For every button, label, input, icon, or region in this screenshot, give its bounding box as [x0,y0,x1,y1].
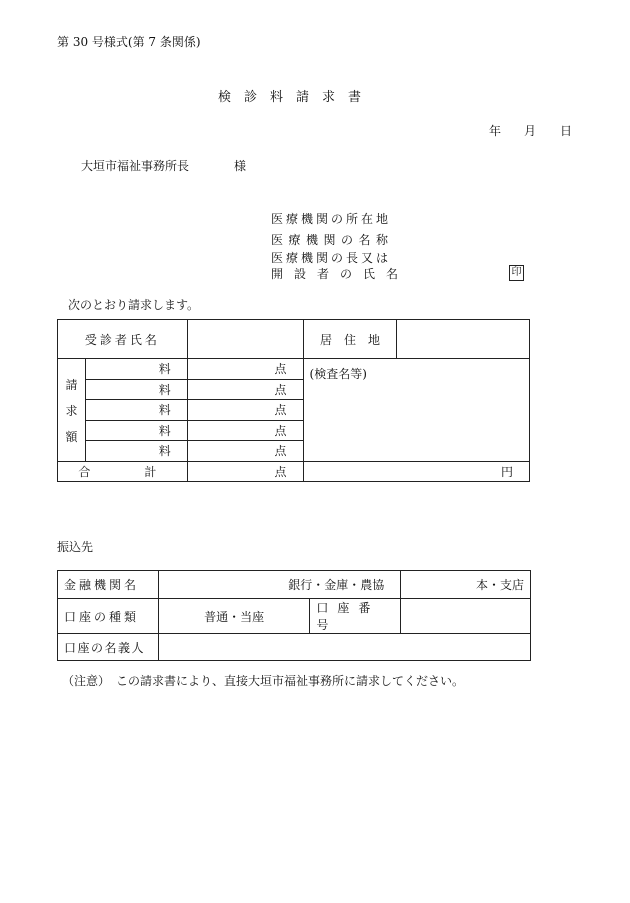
bank-institution-label: 金融機関名 [58,571,159,599]
account-holder-cell[interactable] [158,634,530,661]
fee-cell[interactable]: 料 [85,441,187,462]
fee-cell[interactable]: 料 [85,420,187,441]
branch-cell[interactable]: 本・支店 [401,571,531,599]
date-month: 月 [524,124,537,138]
point-cell[interactable]: 点 [187,441,303,462]
point-cell[interactable]: 点 [187,420,303,441]
date-day: 日 [560,124,573,138]
page-title: 検 診 料 請 求 書 [218,90,362,105]
date-year: 年 [489,124,502,138]
exam-name-label: (検査名等) [309,367,367,381]
total-point-cell[interactable]: 点 [187,461,303,481]
point-cell[interactable]: 点 [187,400,303,421]
fee-cell[interactable]: 料 [85,400,187,421]
residence-label: 居 住 地 [303,320,397,359]
account-number-label: 口座番号 [310,599,401,634]
seal-mark: 印 [509,265,524,281]
point-cell[interactable]: 点 [187,359,303,380]
addressee-name: 大垣市福祉事務所長 [81,159,190,173]
form-number: 第 30 号様式(第 7 条関係) [57,35,201,49]
fee-cell[interactable]: 料 [85,359,187,380]
claim-amount-label: 請 求 額 [58,359,86,462]
residence-cell[interactable] [397,320,530,359]
exam-name-cell[interactable] [303,359,529,462]
institution-head-label: 医療機関の長又は [271,251,392,265]
account-type-cell[interactable]: 普通・当座 [158,599,310,634]
transfer-heading: 振込先 [57,540,94,554]
addressee-honorific: 様 [234,159,247,173]
examinee-name-cell[interactable] [187,320,303,359]
total-label: 合 計 [58,461,188,481]
account-holder-label: 口座の名義人 [58,634,159,661]
institution-name-label: 医療機関の名称 [271,233,394,247]
note-text: （注意） この請求書により、直接大垣市福祉事務所に請求してください。 [62,674,465,688]
examinee-label: 受診者氏名 [58,320,188,359]
fee-cell[interactable]: 料 [85,379,187,400]
point-cell[interactable]: 点 [187,379,303,400]
institution-founder-label: 開設者の氏名 [271,267,410,281]
intro-text: 次のとおり請求します。 [68,298,200,312]
institution-location-label: 医療機関の所在地 [271,212,392,226]
account-number-cell[interactable] [401,599,531,634]
bank-name-cell[interactable]: 銀行・金庫・農協 [158,571,400,599]
claim-table [57,319,530,482]
bank-table [57,570,531,661]
account-type-label: 口座の種類 [58,599,159,634]
total-yen-cell[interactable]: 円 [303,461,529,481]
